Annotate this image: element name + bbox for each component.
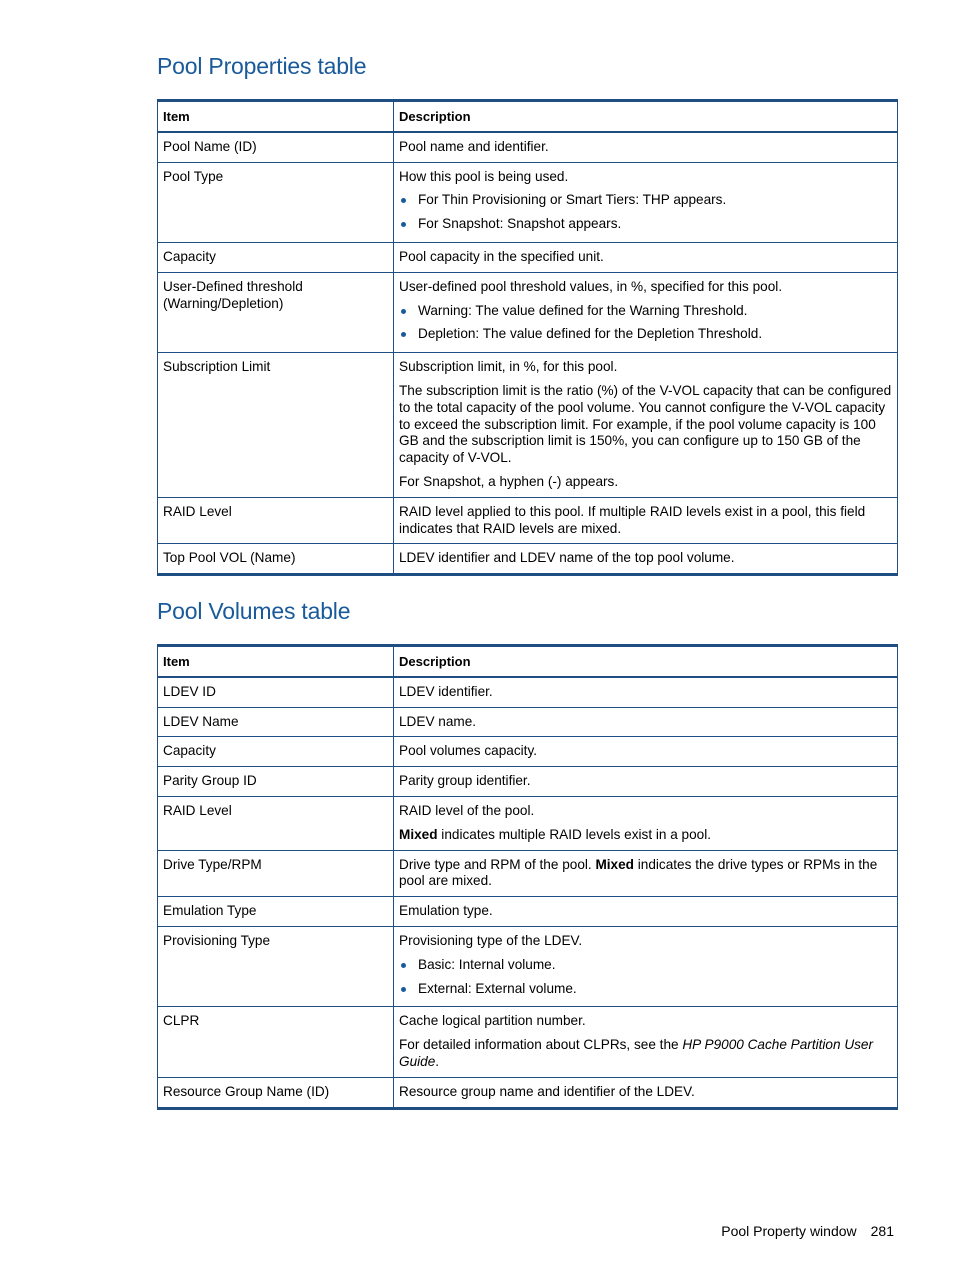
table-row [158,796,898,850]
row-item: Provisioning Type [158,926,394,1006]
description-text: Subscription limit, in %, for this pool. [399,359,618,375]
bold-term: Mixed [595,856,634,872]
column-header-item: Item [158,646,394,677]
row-description [394,796,898,850]
table-row [158,242,898,272]
description-text [399,857,892,891]
table-row [158,497,898,544]
row-description [394,242,898,272]
description-text: Cache logical partition number. [399,1013,586,1029]
paragraph-text: For detailed information about CLPRs, see the [399,1037,683,1053]
row-item: Emulation Type [158,897,394,927]
row-description [394,1077,898,1108]
row-description [394,897,898,927]
row-item: LDEV ID [158,677,394,707]
column-header-item: Item [158,101,394,132]
row-item: Drive Type/RPM [158,850,394,897]
table-row [158,850,898,897]
row-item: Capacity [158,737,394,767]
page-footer [721,1223,894,1239]
bold-term: Mixed [399,826,438,842]
description-text: LDEV name. [399,713,477,729]
description-text: LDEV identifier. [399,683,493,699]
row-item: RAID Level [158,497,394,544]
table-row [158,132,898,162]
row-item: Subscription Limit [158,353,394,498]
row-description [394,707,898,737]
row-description [394,767,898,797]
row-description [394,272,898,352]
paragraph-text: . [435,1053,440,1069]
description-text: Pool volumes capacity. [399,743,538,759]
bullet-list [399,303,892,344]
table-row [158,162,898,242]
row-item: LDEV Name [158,707,394,737]
table-row [158,707,898,737]
row-description [394,677,898,707]
description-text: Resource group name and identifier of the LDEV. [399,1083,695,1099]
column-header-description: Description [394,101,898,132]
row-description [394,737,898,767]
row-item: Pool Name (ID) [158,132,394,162]
row-item: CLPR [158,1007,394,1077]
table-row [158,272,898,352]
row-description [394,1007,898,1077]
description-text: Emulation type. [399,903,493,919]
row-description [394,497,898,544]
row-item: User-Defined threshold (Warning/Depletion) [158,272,394,352]
bullet-list [399,957,892,998]
paragraph-text: indicates the drive types or RPMs in the pool are mixed. [399,856,878,889]
description-paragraph: For Snapshot, a hyphen (-) appears. [399,473,619,489]
pool-properties-table [157,99,898,576]
table-row [158,767,898,797]
table-header-row [158,101,898,132]
row-item: Pool Type [158,162,394,242]
row-item: Top Pool VOL (Name) [158,544,394,575]
row-description [394,162,898,242]
row-item: RAID Level [158,796,394,850]
table-row [158,353,898,498]
page-number: 281 [870,1223,894,1239]
description-text: Pool capacity in the specified unit. [399,248,604,264]
description-text: Pool name and identifier. [399,138,549,154]
table-row [158,737,898,767]
description-text: How this pool is being used. [399,168,569,184]
pool-properties-title: Pool Properties table [157,53,367,79]
row-description [394,544,898,575]
description-paragraph [399,827,892,844]
row-description [394,926,898,1006]
pool-volumes-table [157,644,898,1110]
table-header-row [158,646,898,677]
bullet-item: External: External volume. [399,981,892,998]
bullet-item: For Thin Provisioning or Smart Tiers: THP appears. [399,192,892,209]
table-row [158,926,898,1006]
description-paragraph: The subscription limit is the ratio (%) of the V-VOL capacity that can be configured to the total capacity of the pool volume. You cannot configure the V-VOL capacity to exceed the subscription limit. For example, if the pool volume capacity is 100 GB and the subscription limit is 150%, you can configure up to 150 GB of the capacity of V-VOL. [399,382,892,466]
footer-section-name: Pool Property window [721,1223,857,1239]
description-text: Parity group identifier. [399,773,531,789]
description-text: RAID level of the pool. [399,802,535,818]
column-header-description: Description [394,646,898,677]
table-row [158,897,898,927]
description-text: Provisioning type of the LDEV. [399,932,583,948]
bullet-item: Depletion: The value defined for the Depletion Threshold. [399,326,892,343]
row-description [394,353,898,498]
description-text: LDEV identifier and LDEV name of the top pool volume. [399,550,735,566]
bullet-item: Warning: The value defined for the Warning Threshold. [399,303,892,320]
description-text: User-defined pool threshold values, in %, specified for this pool. [399,278,783,294]
table-row [158,1007,898,1077]
guide-title-link[interactable]: HP P9000 Cache Partition User Guide [399,1037,874,1069]
table-row [158,544,898,575]
description-paragraph [399,1037,892,1071]
bullet-list [399,192,892,233]
paragraph-text: Drive type and RPM of the pool. [399,856,596,872]
bullet-item: Basic: Internal volume. [399,957,892,974]
row-item: Resource Group Name (ID) [158,1077,394,1108]
bullet-item: For Snapshot: Snapshot appears. [399,216,892,233]
pool-volumes-title: Pool Volumes table [157,598,351,624]
row-description [394,850,898,897]
paragraph-text: indicates multiple RAID levels exist in a pool. [437,826,712,842]
table-row [158,1077,898,1108]
table-row [158,677,898,707]
row-item: Capacity [158,242,394,272]
description-text: RAID level applied to this pool. If multiple RAID levels exist in a pool, this field indicates that RAID levels are mixed. [399,503,866,536]
row-description [394,132,898,162]
row-item: Parity Group ID [158,767,394,797]
